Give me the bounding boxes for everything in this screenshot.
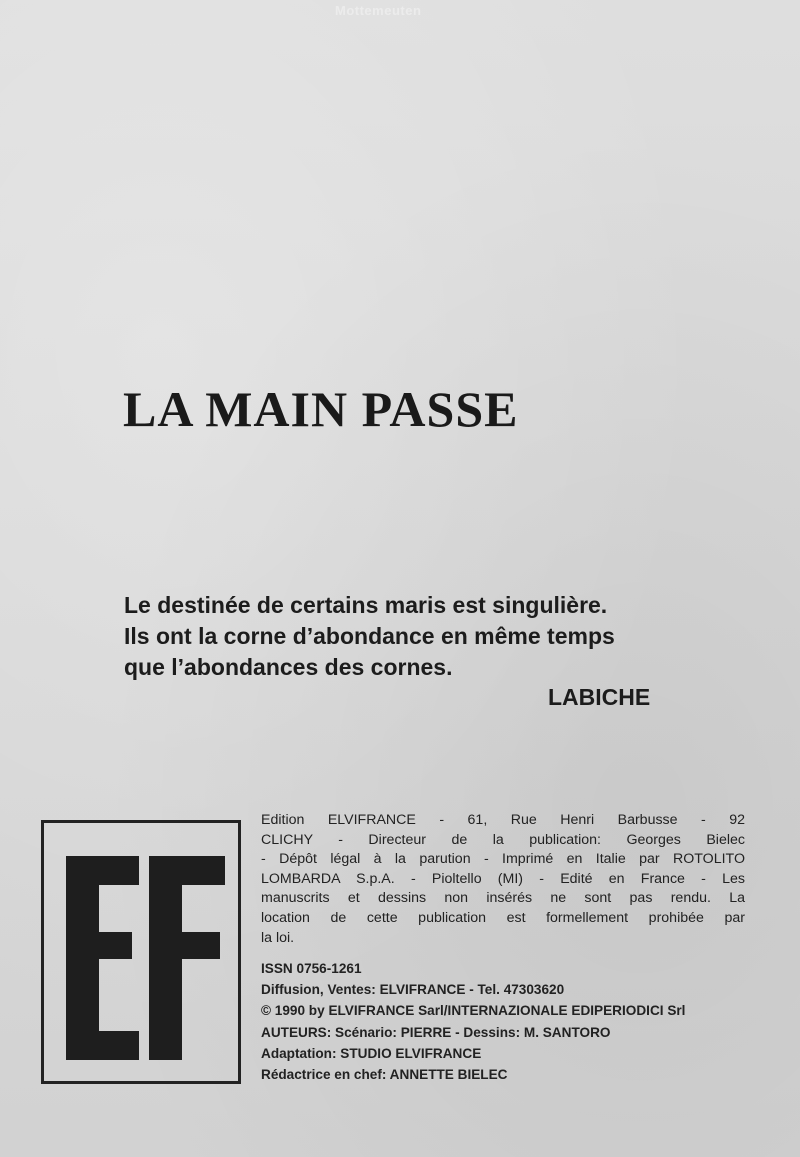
credits-line: LOMBARDA S.p.A. - Pioltello (MI) - Edité en France - Les [261, 870, 745, 887]
quote-author: LABICHE [548, 684, 651, 710]
credits-line: manuscrits et dessins non insérés ne sont pas rendu. La [261, 890, 745, 907]
publication-facts [261, 958, 751, 1085]
diffusion-line: Diffusion, Ventes: ELVIFRANCE - Tel. 47303620 [261, 982, 565, 998]
credits-line: CLICHY - Directeur de la publication: Georges Bielec [261, 831, 745, 848]
story-title: LA MAIN PASSE [123, 381, 519, 437]
epigraph-quote [124, 590, 744, 683]
quote-line: que l’abondances des cornes. [124, 654, 453, 680]
credits-line: - Dépôt légal à la parution - Imprimé en Italie par ROTOLITO [261, 851, 745, 868]
scan-watermark: Mottemeuten [335, 3, 422, 18]
ef-publisher-logo [41, 820, 241, 1084]
authors-line: AUTEURS: Scénario: PIERRE - Dessins: M. SANTORO [261, 1024, 611, 1040]
logo-letter-f [149, 856, 225, 1060]
quote-line: Le destinée de certains maris est singulière. [124, 592, 608, 618]
ef-logo-icon [44, 823, 238, 1081]
issn-line: ISSN 0756-1261 [261, 961, 362, 976]
credits-line: location de cette publication est formellement prohibée par [261, 909, 745, 926]
editor-line: Rédactrice en chef: ANNETTE BIELEC [261, 1067, 508, 1083]
adaptation-line: Adaptation: STUDIO ELVIFRANCE [261, 1045, 482, 1061]
logo-letter-e [66, 856, 139, 1060]
credits-line: Edition ELVIFRANCE - 61, Rue Henri Barbusse - 92 [261, 812, 745, 828]
quote-line: Ils ont la corne d’abondance en même temps [124, 623, 615, 649]
publication-credits [261, 811, 745, 948]
credits-line: la loi. [261, 929, 295, 946]
copyright-line: © 1990 by ELVIFRANCE Sarl/INTERNAZIONALE EDIPERIODICI Srl [261, 1003, 686, 1019]
